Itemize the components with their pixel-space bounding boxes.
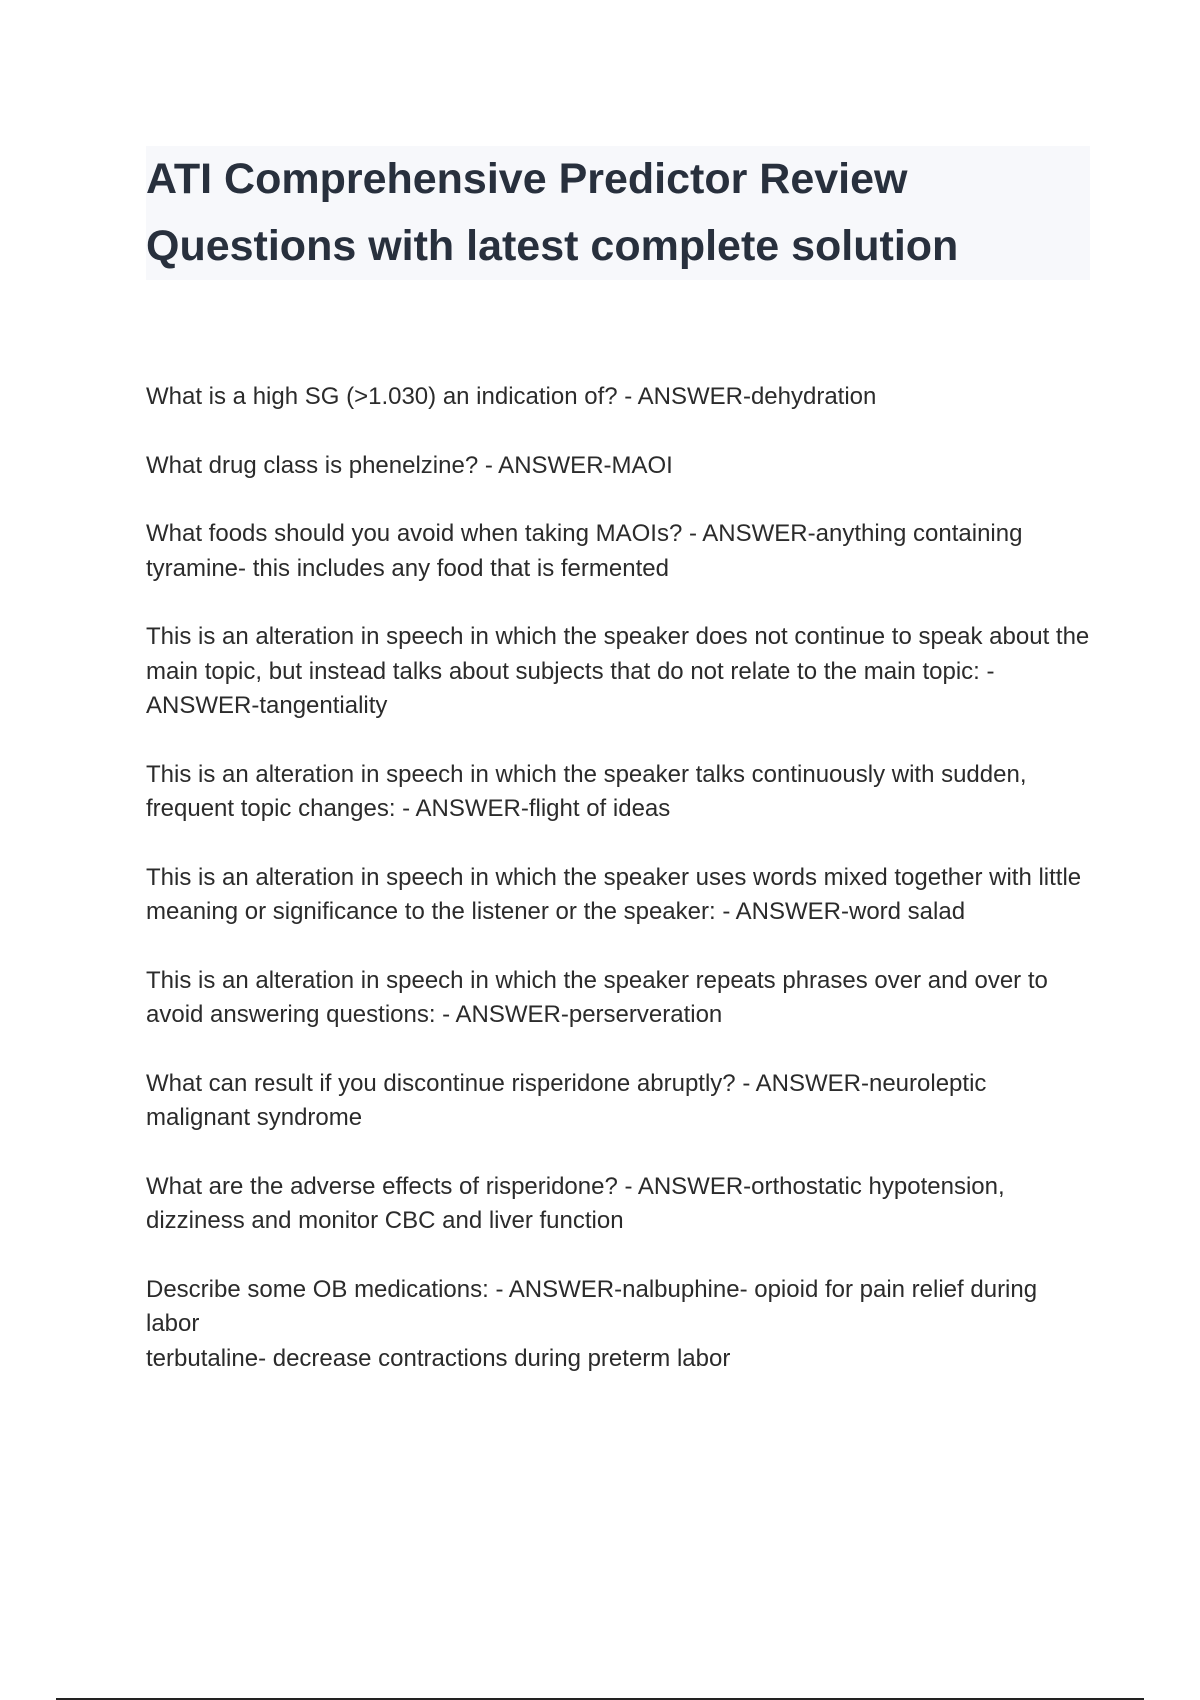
qa-item: What foods should you avoid when taking MAOIs? - ANSWER-anything containing tyramine- this includes any food that is fermented [146,520,1023,582]
qa-item: What are the adverse effects of risperidone? - ANSWER-orthostatic hypotension, dizziness and monitor CBC and liver function [146,1172,1005,1234]
qa-list [146,380,1096,1410]
qa-item: What is a high SG (>1.030) an indication of? - ANSWER-dehydration [146,383,877,410]
qa-item: Describe some OB medications: - ANSWER-nalbuphine- opioid for pain relief during labor terbutaline- decrease contractions during preterm labor [146,1275,1038,1372]
qa-item: This is an alteration in speech in which the speaker repeats phrases over and over to avoid answering questions: - ANSWER-perserveration [146,966,1048,1028]
qa-item: This is an alteration in speech in which the speaker does not continue to speak about the main topic, but instead talks about subjects that do not relate to the main topic: - ANSWER-tangentiality [146,623,1090,719]
qa-item: This is an alteration in speech in which the speaker uses words mixed together with little meaning or significance to the listener or the speaker: - ANSWER-word salad [146,863,1082,925]
qa-item: What drug class is phenelzine? - ANSWER-MAOI [146,451,673,479]
document-title: ATI Comprehensive Predictor Review Questions with latest complete solution [146,155,959,270]
title-block [146,146,1090,280]
qa-item: What can result if you discontinue risperidone abruptly? - ANSWER-neuroleptic malignant syndrome [146,1069,987,1131]
qa-item: This is an alteration in speech in which the speaker talks continuously with sudden, frequent topic changes: - ANSWER-flight of ideas [146,760,1027,822]
